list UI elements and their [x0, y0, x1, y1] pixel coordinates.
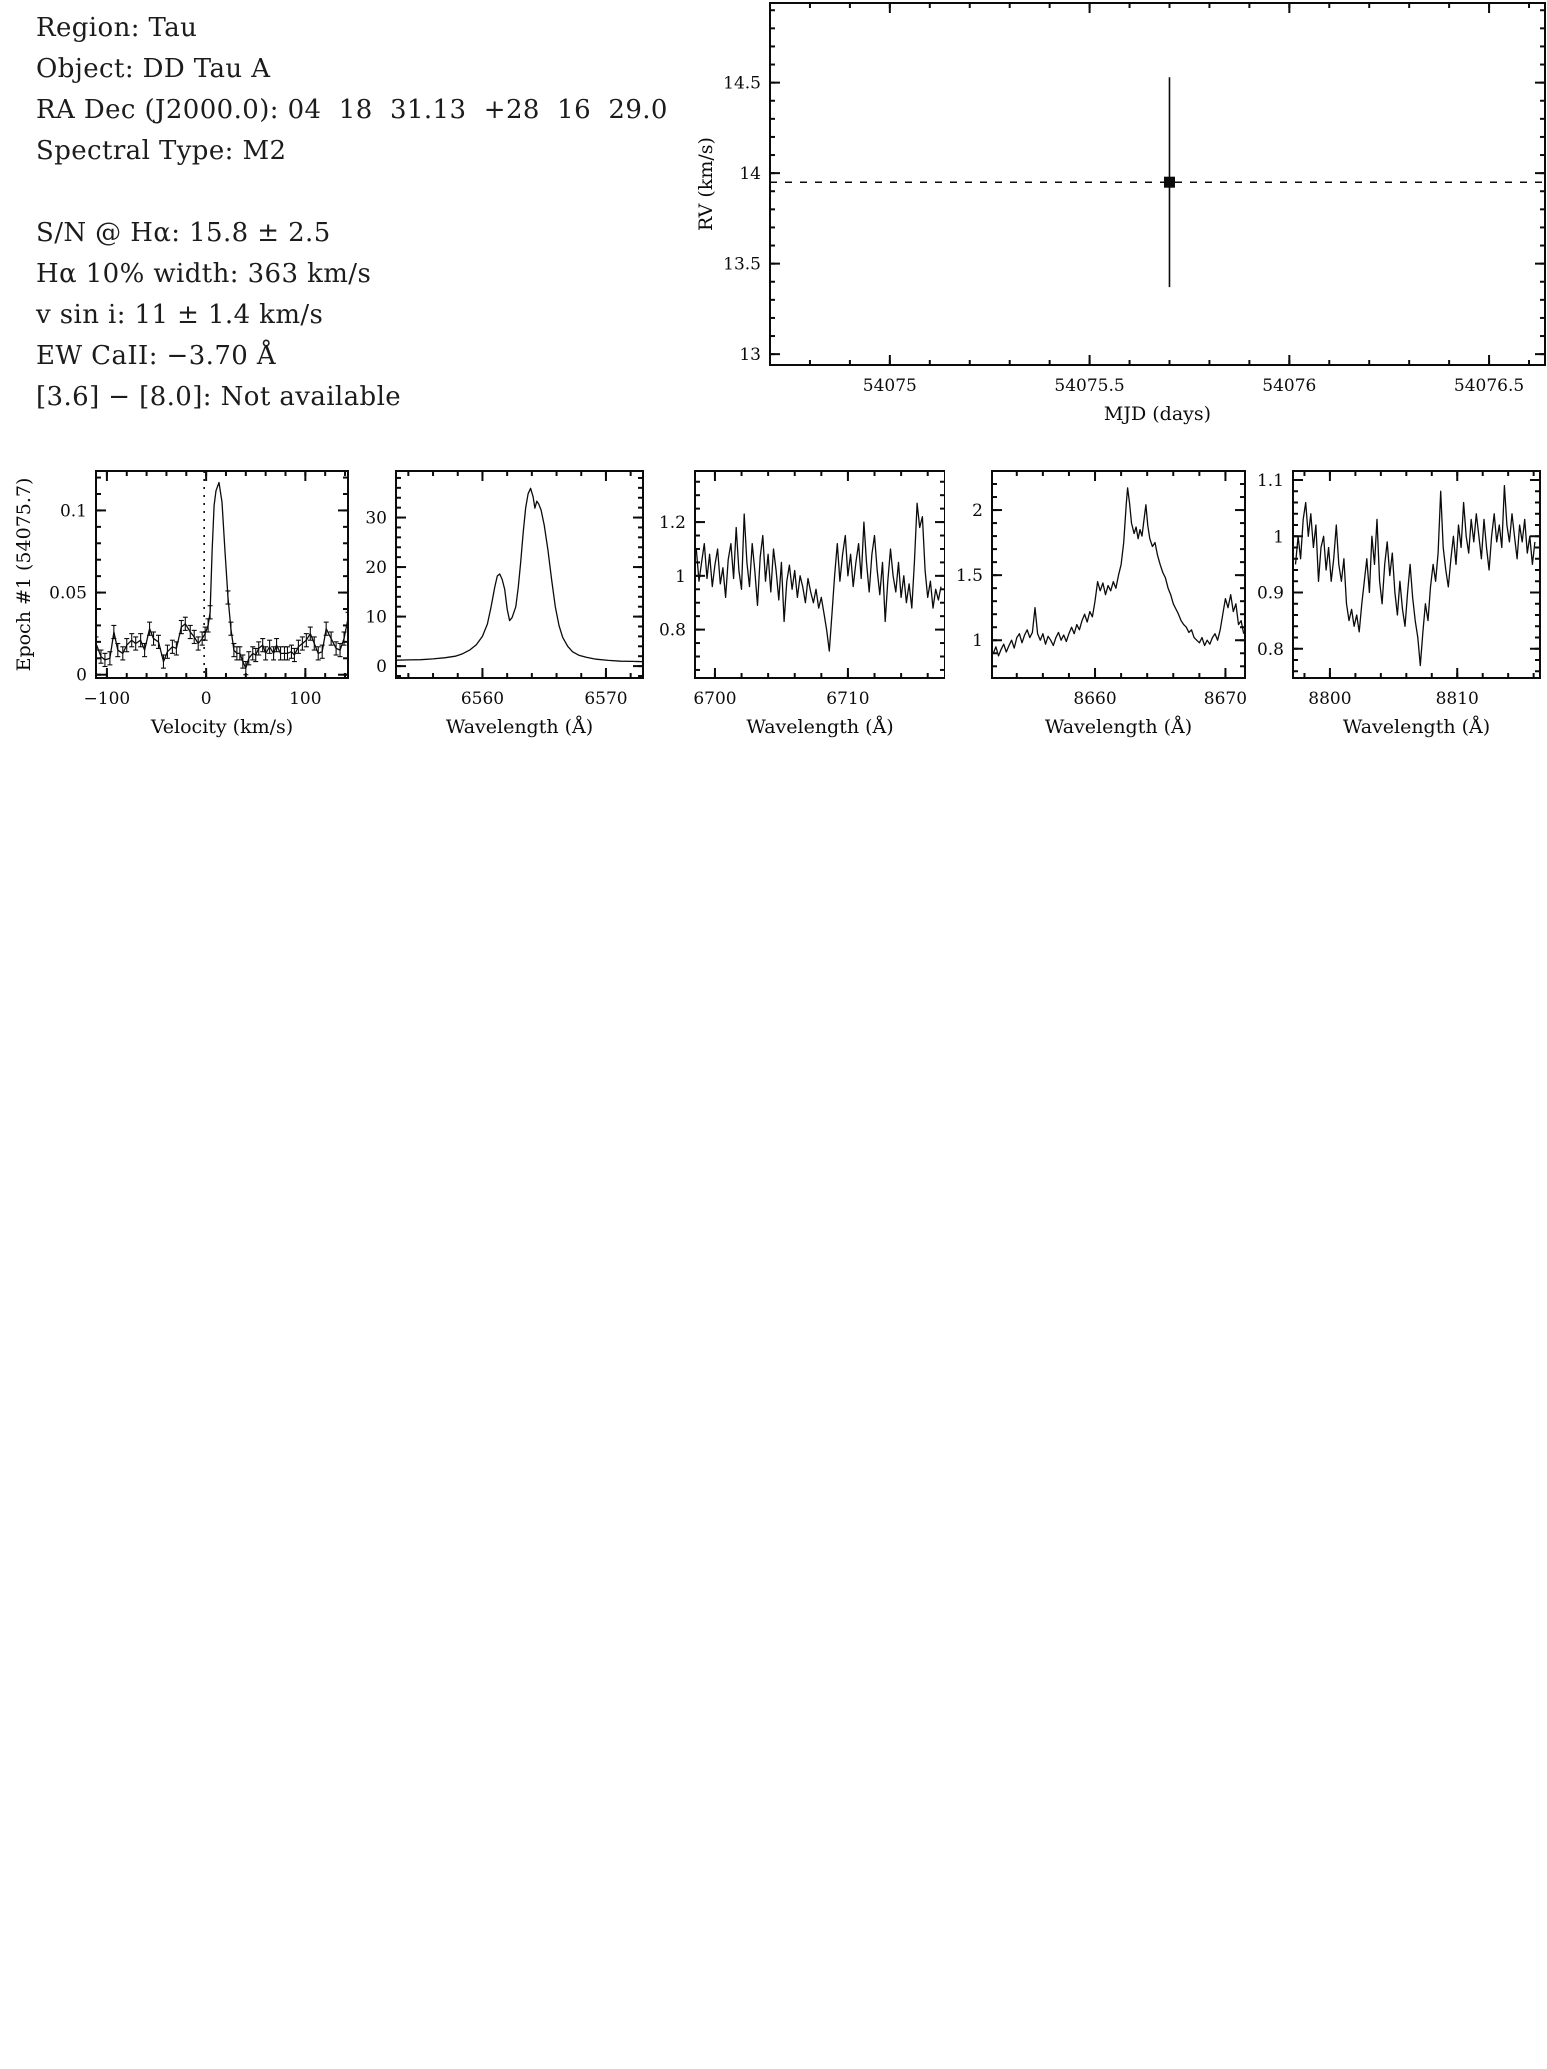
svg-text:54076: 54076	[1262, 376, 1317, 396]
caii8662-spectrum-panel	[945, 430, 1247, 745]
info-line-vsini: v sin i: 11 ± 1.4 km/s	[36, 300, 324, 330]
svg-text:2: 2	[972, 501, 983, 522]
svg-text:14.5: 14.5	[723, 73, 761, 94]
svg-text:−100: −100	[83, 689, 131, 709]
svg-text:10: 10	[365, 607, 387, 628]
svg-text:1.2: 1.2	[658, 513, 686, 534]
svg-text:1.1: 1.1	[1256, 471, 1284, 491]
info-line-blank	[36, 172, 668, 213]
svg-text:RV (km/s): RV (km/s)	[695, 137, 717, 231]
svg-text:8670: 8670	[1203, 689, 1247, 709]
svg-text:20: 20	[365, 558, 387, 579]
svg-text:Wavelength (Å): Wavelength (Å)	[1044, 716, 1193, 738]
svg-text:6570: 6570	[584, 689, 628, 709]
info-line-ew-caii: EW CaII: −3.70 Å	[36, 341, 277, 371]
svg-text:1: 1	[675, 566, 686, 587]
svg-text:Wavelength (Å): Wavelength (Å)	[746, 716, 894, 738]
svg-text:6710: 6710	[826, 689, 870, 709]
svg-text:13: 13	[739, 345, 761, 366]
info-line-region: Region: Tau	[36, 13, 198, 43]
info-line-object: Object: DD Tau A	[36, 54, 271, 84]
svg-text:0.8: 0.8	[658, 620, 686, 641]
svg-text:Wavelength (Å): Wavelength (Å)	[1342, 716, 1491, 738]
info-line-radec: RA Dec (J2000.0): 04 18 31.13 +28 16 29.0	[36, 95, 668, 125]
svg-text:1: 1	[1273, 527, 1284, 548]
svg-text:54075.5: 54075.5	[1054, 376, 1125, 396]
svg-text:Velocity (km/s): Velocity (km/s)	[150, 716, 294, 738]
info-line-irac: [3.6] − [8.0]: Not available	[36, 382, 402, 412]
svg-text:0.8: 0.8	[1256, 639, 1284, 660]
svg-text:54076.5: 54076.5	[1453, 376, 1525, 396]
ccf-epoch1-panel	[0, 430, 360, 745]
svg-text:100: 100	[289, 689, 322, 709]
object-info	[36, 8, 668, 418]
halpha-profile-panel	[360, 430, 645, 745]
svg-text:8810: 8810	[1435, 689, 1479, 709]
rv-vs-mjd-plot	[640, 0, 1547, 430]
svg-text:0: 0	[200, 689, 212, 709]
info-line-ha-width: Hα 10% width: 363 km/s	[36, 259, 372, 289]
svg-text:0.9: 0.9	[1256, 583, 1284, 604]
svg-text:Epoch #1 (54075.7): Epoch #1 (54075.7)	[13, 477, 35, 672]
svg-text:8660: 8660	[1073, 689, 1117, 709]
svg-text:1.5: 1.5	[955, 566, 983, 587]
svg-text:0.05: 0.05	[49, 583, 87, 604]
svg-text:MJD (days): MJD (days)	[1103, 403, 1212, 425]
svg-text:30: 30	[365, 508, 387, 529]
li6708-spectrum-panel	[645, 430, 945, 745]
svg-text:0: 0	[76, 665, 87, 686]
svg-text:1: 1	[972, 631, 983, 652]
svg-text:13.5: 13.5	[723, 254, 761, 275]
info-line-sptype: Spectral Type: M2	[36, 136, 287, 166]
svg-text:8800: 8800	[1308, 689, 1352, 709]
svg-text:6560: 6560	[460, 689, 505, 709]
svg-text:6700: 6700	[693, 689, 737, 709]
svg-text:14: 14	[739, 164, 761, 185]
info-line-snr: S/N @ Hα: 15.8 ± 2.5	[36, 218, 331, 248]
spectrum-8800-panel	[1245, 430, 1547, 745]
svg-text:Wavelength (Å): Wavelength (Å)	[445, 716, 594, 738]
svg-text:54075: 54075	[862, 376, 917, 396]
svg-text:0.1: 0.1	[59, 501, 87, 522]
svg-text:0: 0	[376, 657, 387, 678]
